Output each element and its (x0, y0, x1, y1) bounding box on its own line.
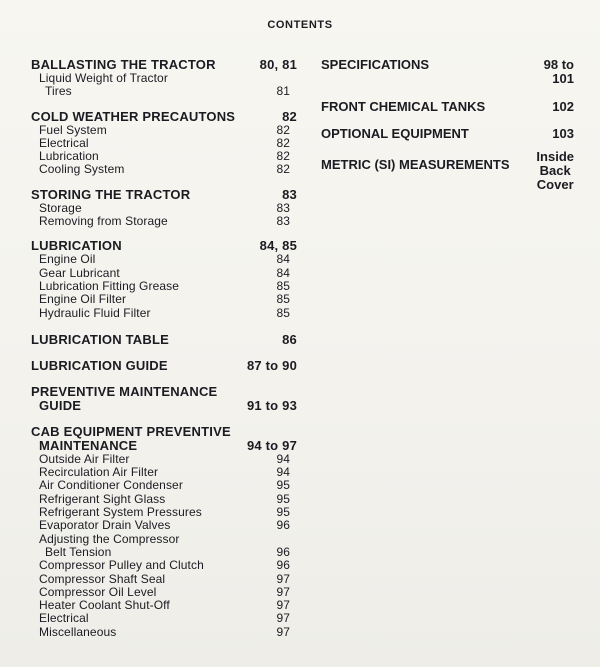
section-heading: LUBRICATION GUIDE (31, 357, 168, 373)
section-heading: COLD WEATHER PRECAUTONS (31, 108, 236, 124)
section-heading: FRONT CHEMICAL TANKS (321, 99, 486, 114)
section-lubrication (31, 239, 297, 319)
list-item: Hydraulic Fluid Filter 85 (39, 305, 290, 320)
right-column (321, 56, 574, 192)
list-item: Evaporator Drain Valves 96 (39, 518, 290, 533)
section-lubrication-guide (31, 359, 297, 373)
list-item: Liquid Weight of Tractor (39, 71, 168, 85)
section-front-chemical-tanks (321, 100, 574, 114)
section-heading: BALLASTING THE TRACTOR (31, 57, 216, 72)
page-title: CONTENTS (267, 19, 333, 31)
section-page: 103 (552, 126, 574, 141)
section-storing (31, 188, 297, 229)
list-item: Compressor Oil Level 97 (39, 584, 290, 599)
section-cab-equipment (31, 425, 297, 639)
list-item: Compressor Shaft Seal 97 (39, 571, 290, 586)
section-lubrication-table (31, 333, 297, 347)
section-heading: CAB EQUIPMENT PREVENTIVE (31, 423, 231, 439)
list-item: Refrigerant Sight Glass 95 (39, 491, 290, 506)
list-item: Miscellaneous 97 (39, 624, 290, 639)
list-item: Outside Air Filter 94 (39, 451, 290, 466)
list-item: Air Conditioner Condenser 95 (39, 478, 290, 493)
section-page: Inside Back Cover (536, 149, 574, 192)
list-item: Heater Coolant Shut-Off 97 (39, 598, 290, 613)
list-item: Belt Tension 96 (45, 544, 290, 559)
section-page: 84, 85 (259, 238, 297, 254)
section-heading-cont: GUIDE (39, 397, 82, 413)
section-page: 94 to 97 (246, 437, 297, 453)
section-page: 98 to 101 (543, 57, 574, 86)
section-heading: SPECIFICATIONS (321, 57, 430, 72)
list-item: Tires 81 (45, 84, 290, 99)
section-metric-measurements (321, 150, 574, 192)
section-heading: PREVENTIVE MAINTENANCE (31, 383, 218, 399)
section-heading: LUBRICATION (31, 238, 122, 254)
list-item: Removing from Storage 83 (39, 214, 290, 229)
list-item: Storage 83 (39, 200, 290, 215)
section-page: 102 (552, 99, 574, 114)
section-heading: OPTIONAL EQUIPMENT (321, 126, 469, 141)
section-page: 87 to 90 (246, 357, 297, 373)
section-optional-equipment (321, 127, 574, 141)
list-item: Engine Oil Filter 85 (39, 292, 290, 307)
section-page: 91 to 93 (246, 397, 297, 413)
list-item: Lubrication 82 (39, 149, 290, 164)
section-heading: METRIC (SI) MEASUREMENTS (321, 157, 510, 172)
section-page: 86 (282, 331, 297, 347)
section-page: 83 (282, 186, 297, 202)
list-item: Gear Lubricant 84 (39, 265, 290, 280)
list-item: Recirculation Air Filter 94 (39, 465, 290, 480)
section-heading: STORING THE TRACTOR (31, 186, 191, 202)
list-item: Electrical 82 (39, 135, 290, 150)
list-item: Engine Oil 84 (39, 252, 290, 267)
section-cold-weather (31, 110, 297, 177)
list-item: Cooling System 82 (39, 162, 290, 177)
section-page: 80, 81 (259, 57, 297, 72)
section-heading-cont: MAINTENANCE (39, 437, 138, 453)
list-item: Electrical 97 (39, 611, 290, 626)
list-item: Refrigerant System Pressures 95 (39, 505, 290, 520)
list-item: Compressor Pulley and Clutch 96 (39, 558, 290, 573)
section-heading: LUBRICATION TABLE (31, 331, 169, 347)
list-item: Lubrication Fitting Grease 85 (39, 278, 290, 293)
list-item: Adjusting the Compressor (39, 531, 180, 546)
section-preventive-maintenance (31, 385, 297, 413)
section-ballasting (31, 58, 297, 99)
list-item: Fuel System 82 (39, 122, 290, 137)
section-page: 82 (282, 108, 297, 124)
section-specifications (321, 58, 574, 86)
left-column (31, 56, 297, 639)
